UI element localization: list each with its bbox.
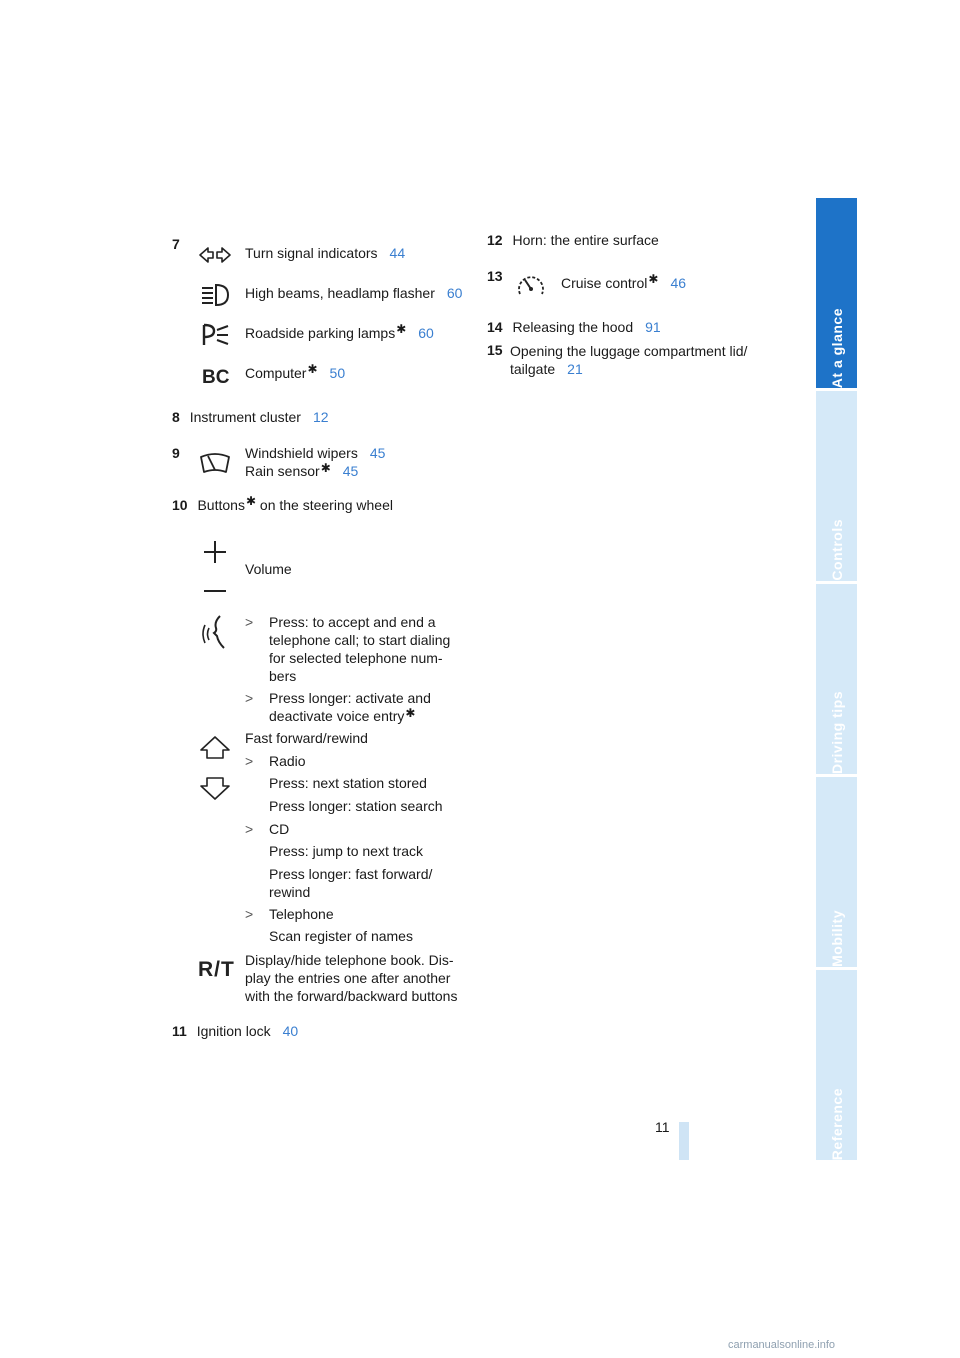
bullet-arrow-icon: > (245, 753, 254, 769)
ff-tel-scan: Scan register of names (269, 928, 413, 944)
asterisk-mark: ✱ (307, 362, 318, 376)
item-10-number: 10 (172, 497, 188, 513)
bullet-arrow-icon: > (245, 614, 254, 630)
ff-radio: > Radio (245, 753, 306, 769)
item-12-number: 12 (487, 232, 503, 248)
page-ref-link[interactable]: 60 (446, 285, 463, 301)
ff-cd-long: Press longer: fast forward/ rewind (269, 866, 433, 900)
page-ref-link[interactable]: 40 (282, 1023, 299, 1039)
ff-cd-press: Press: jump to next track (269, 843, 424, 859)
plus-icon (198, 537, 232, 567)
voice-bullet-1: > Press: to accept and end a telephone call; to start dialing for selected telephone num- bers (245, 614, 451, 684)
voice-bullet-2: > Press longer: activate and deactivate voice entry✱ (245, 690, 431, 724)
windshield-wiper-icon (198, 448, 232, 478)
cruise-control-icon (514, 270, 548, 300)
item-8-number: 8 (172, 409, 180, 425)
tab-at-a-glance[interactable]: At a glance (816, 198, 857, 388)
page-ref-link[interactable]: 45 (369, 445, 386, 461)
turn-signal-label: Turn signal indicators 44 (245, 245, 406, 261)
watermark: carmanualsonline.info (728, 1339, 836, 1351)
ff-cd: > CD (245, 821, 290, 837)
item-13-number: 13 (487, 268, 503, 284)
rt-text: Display/hide telephone book. Dis- play the entries one after another with the forward/backward buttons (245, 952, 458, 1004)
item-8 (172, 409, 329, 425)
voice-command-icon (198, 612, 232, 652)
tab-controls[interactable]: Controls (816, 391, 857, 581)
page-ref-link[interactable]: 46 (670, 275, 687, 291)
high-beam-label: High beams, headlamp flasher 60 (245, 285, 463, 301)
page-ref-link[interactable]: 91 (645, 319, 661, 335)
arrow-down-icon (198, 773, 232, 803)
ff-radio-long: Press longer: station search (269, 798, 443, 814)
item-12: 12 Horn: the entire surface (487, 232, 659, 248)
svg-text:BC: BC (202, 367, 230, 388)
page-number-bar (679, 1122, 689, 1160)
page-ref-link[interactable]: 50 (329, 365, 346, 381)
item-15-number: 15 (487, 342, 503, 358)
page-ref-link[interactable]: 12 (312, 409, 329, 425)
tab-driving-tips[interactable]: Driving tips (816, 584, 857, 774)
arrow-up-icon (198, 733, 232, 763)
parking-lamp-icon (198, 320, 232, 350)
asterisk-mark: ✱ (405, 706, 416, 720)
page-ref-link[interactable]: 60 (418, 325, 434, 341)
side-tab-bar (816, 198, 857, 1160)
asterisk-mark: ✱ (648, 272, 659, 286)
item-10: 10 Buttons✱ on the steering wheel (172, 494, 393, 513)
ff-radio-press: Press: next station stored (269, 775, 427, 791)
rt-icon: R/T (198, 958, 235, 981)
tab-reference[interactable]: Reference (816, 970, 857, 1160)
ff-title: Fast forward/rewind (245, 730, 368, 746)
item-9-number: 9 (172, 445, 180, 461)
tab-mobility[interactable]: Mobility (816, 777, 857, 967)
volume-label: Volume (245, 561, 292, 577)
item-11-number: 11 (172, 1023, 187, 1039)
computer-label: Computer✱ 50 (245, 362, 346, 381)
wiper-text: Windshield wipers 45 Rain sensor✱ 45 (245, 445, 386, 479)
item-8-label: Instrument cluster (189, 409, 301, 425)
item-11: 11 Ignition lock 40 (172, 1023, 299, 1039)
high-beam-icon (198, 280, 232, 310)
item-7-number: 7 (172, 236, 180, 252)
ff-telephone: > Telephone (245, 906, 334, 922)
page-ref-link[interactable]: 21 (567, 361, 583, 377)
minus-icon (198, 576, 232, 606)
asterisk-mark: ✱ (396, 322, 407, 336)
item-14: 14 Releasing the hood 91 (487, 319, 661, 335)
page-number: 11 (655, 1119, 670, 1135)
asterisk-mark: ✱ (245, 494, 257, 508)
bullet-arrow-icon: > (245, 690, 254, 706)
cruise-control-label: Cruise control✱ 46 (561, 272, 687, 291)
bullet-arrow-icon: > (245, 821, 254, 837)
computer-bc-icon (198, 360, 232, 390)
page-ref-link[interactable]: 45 (342, 463, 359, 479)
turn-signal-icon (198, 240, 232, 270)
parking-lamp-label: Roadside parking lamps✱ 60 (245, 322, 434, 341)
item-15-text: Opening the luggage compartment lid/ tailgate 21 (510, 343, 748, 377)
item-14-number: 14 (487, 319, 503, 335)
page-ref-link[interactable]: 44 (389, 245, 406, 261)
bullet-arrow-icon: > (245, 906, 254, 922)
asterisk-mark: ✱ (320, 461, 331, 475)
